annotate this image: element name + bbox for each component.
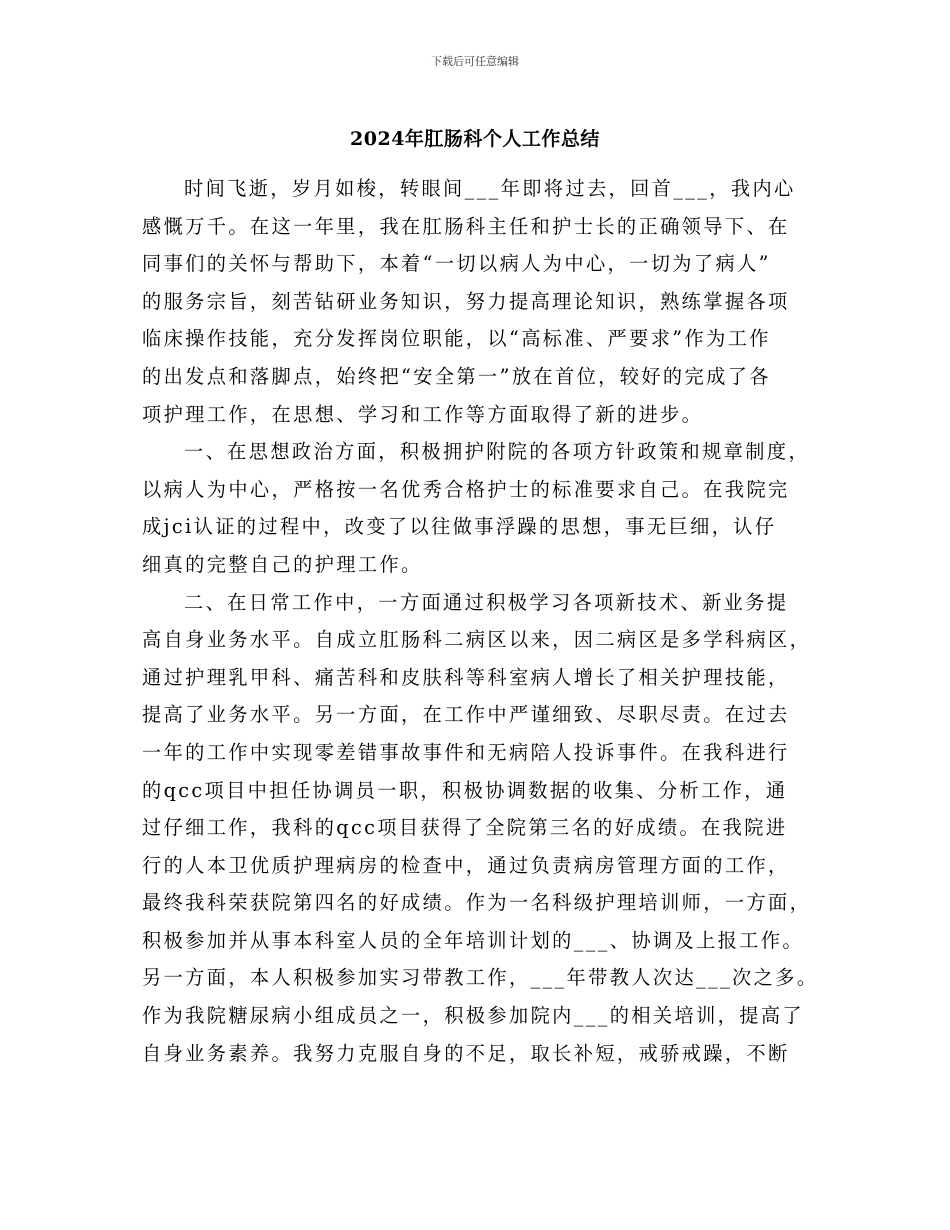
paragraph-line: 自身业务素养。我努力克服自身的不足，取长补短，戒骄戒躁，不断: [142, 1041, 790, 1065]
paragraph-political: [142, 433, 810, 583]
paragraph-line: 同事们的关怀与帮助下，本着“一切以病人为中心，一切为了病人”: [142, 252, 771, 276]
paragraph-line: 临床操作技能，充分发挥岗位职能，以“高标准、严要求”作为工作: [142, 327, 771, 351]
paragraph-line: 细真的完整自己的护理工作。: [142, 552, 423, 576]
paragraph-line: 成jci认证的过程中，改变了以往做事浮躁的思想，事无巨细，认仔: [142, 515, 777, 539]
paragraph-line: 二、在日常工作中，一方面通过积极学习各项新技术、新业务提: [184, 590, 789, 614]
paragraph-line: 过仔细工作，我科的qcc项目获得了全院第三名的好成绩。在我院进: [142, 816, 788, 840]
paragraph-line: 的服务宗旨，刻苦钻研业务知识，努力提高理论知识，熟练掌握各项: [142, 289, 790, 313]
paragraph-line: 一、在思想政治方面，积极拥护附院的各项方针政策和规章制度，: [184, 440, 811, 464]
paragraph-daily-work: [142, 584, 819, 1073]
download-edit-note: 下载后可任意编辑: [431, 55, 519, 68]
paragraph-line: 作为我院糖尿病小组成员之一，积极参加院内___的相关培训，提高了: [142, 1004, 805, 1028]
paragraph-line: 一年的工作中实现零差错事故事件和无病陪人投诉事件。在我科进行: [142, 740, 790, 764]
paragraph-line: 感慨万千。在这一年里，我在肛肠科主任和护士长的正确领导下、在: [142, 214, 790, 238]
paragraph-line: 时间飞逝，岁月如梭，转眼间___年即将过去，回首___，我内心: [184, 177, 796, 200]
paragraph-line: 以病人为中心，严格按一名优秀合格护士的标准要求自己。在我院完: [142, 477, 790, 501]
paragraph-line: 提高了业务水平。另一方面，在工作中严谨细致、尽职尽责。在过去: [142, 703, 790, 727]
paragraph-line: 的出发点和落脚点，始终把“安全第一”放在首位，较好的完成了各: [142, 364, 771, 388]
paragraph-line: 的qcc项目中担任协调员一职，积极协调数据的收集、分析工作，通: [142, 778, 788, 802]
paragraph-line: 行的人本卫优质护理病房的检查中，通过负责病房管理方面的工作，: [142, 853, 790, 877]
paragraph-line: 高自身业务水平。自成立肛肠科二病区以来，因二病区是多学科病区，: [142, 628, 812, 652]
paragraph-line: 另一方面，本人积极参加实习带教工作，___年带教人次达___次之多。: [142, 966, 819, 990]
paragraph-intro: [142, 170, 810, 433]
paragraph-line: 最终我科荣获院第四名的好成绩。作为一名科级护理培训师，一方面，: [142, 891, 812, 915]
document-title: 2024年肛肠科个人工作总结: [350, 128, 600, 150]
paragraph-line: 项护理工作，在思想、学习和工作等方面取得了新的进步。: [142, 402, 704, 426]
paragraph-line: 通过护理乳甲科、痛苦科和皮肤科等科室病人增长了相关护理技能，: [142, 665, 790, 689]
document-body: [142, 170, 819, 1072]
paragraph-line: 积极参加并从事本科室人员的全年培训计划的___、协调及上报工作。: [142, 928, 805, 952]
